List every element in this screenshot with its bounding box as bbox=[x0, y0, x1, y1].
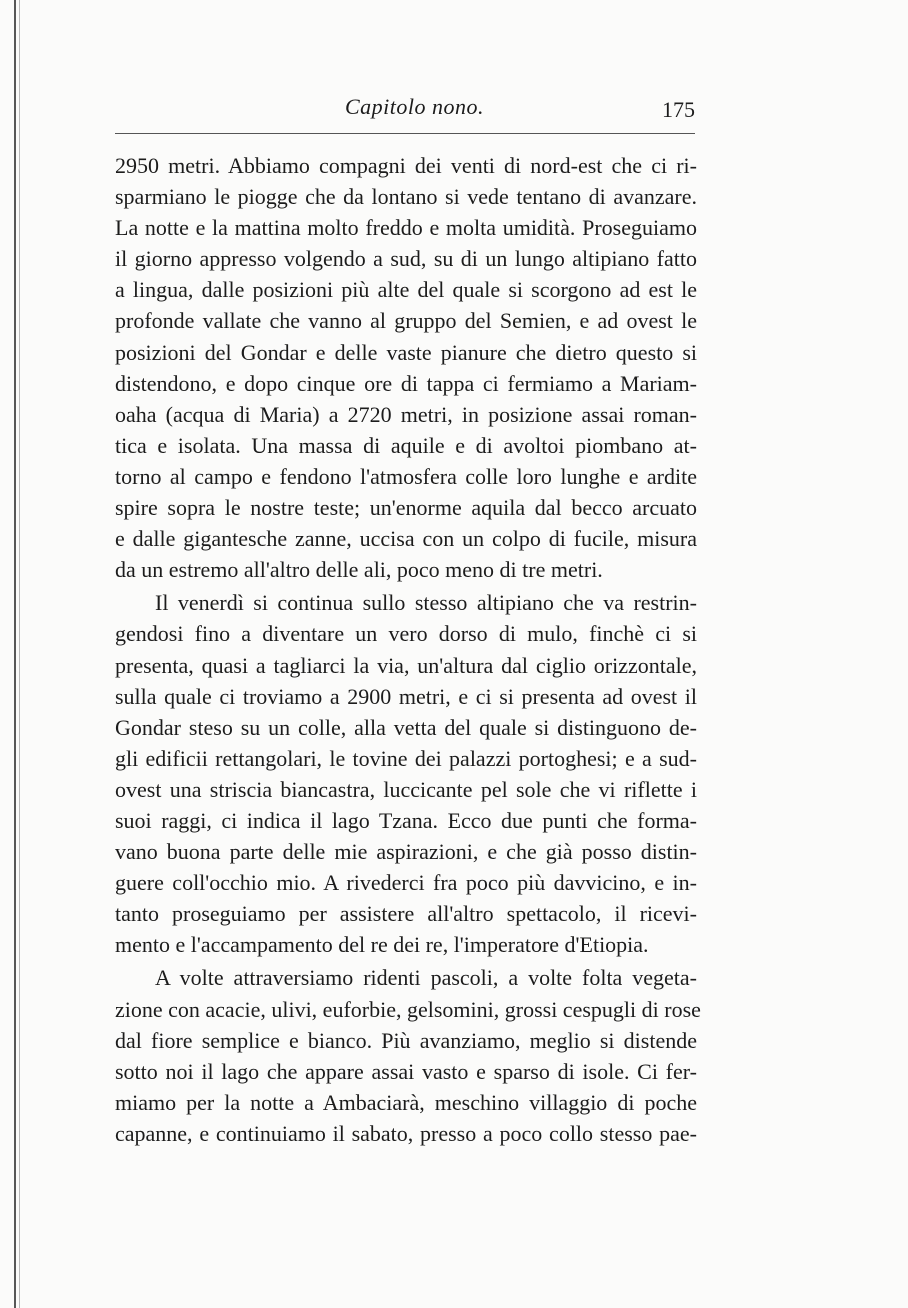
text-line: profonde vallate che vanno al gruppo del Semien, e ad ovest le bbox=[115, 308, 697, 334]
running-title: Capitolo nono. bbox=[345, 94, 485, 119]
text-line: guere coll'occhio mio. A rivederci fra poco più davvicino, e in- bbox=[115, 870, 697, 896]
text-line: torno al campo e fendono l'atmosfera colle loro lunghe e ardite bbox=[115, 463, 697, 489]
text-line: distendono, e dopo cinque ore di tappa ci fermiamo a Mariam- bbox=[115, 370, 697, 396]
text-line: sparmiano le piogge che da lontano si vede tentano di avanzare. bbox=[115, 184, 697, 210]
text-line: mento e l'accampamento del re dei re, l'imperatore d'Etiopia. bbox=[115, 932, 649, 958]
page-binding-shadow bbox=[19, 0, 20, 1308]
text-line: miamo per la notte a Ambaciarà, meschino villaggio di poche bbox=[115, 1089, 697, 1115]
page-header bbox=[115, 94, 695, 130]
text-line: tanto proseguiamo per assistere all'altro spettacolo, il ricevi- bbox=[115, 901, 697, 927]
text-line: presenta, quasi a tagliarci la via, un'altura dal ciglio orizzontale, bbox=[115, 652, 697, 678]
text-line: tica e isolata. Una massa di aquile e di avoltoi piombano at- bbox=[115, 432, 697, 458]
text-line: Il venerdì si continua sullo stesso altipiano che va restrin- bbox=[155, 590, 697, 616]
text-line: il giorno appresso volgendo a sud, su di un lungo altipiano fatto bbox=[115, 246, 697, 272]
text-line: A volte attraversiamo ridenti pascoli, a volte folta vegeta- bbox=[155, 965, 697, 991]
text-line: spire sopra le nostre teste; un'enorme aquila dal becco arcuato bbox=[115, 495, 697, 521]
text-line: e dalle gigantesche zanne, uccisa con un colpo di fucile, misura bbox=[115, 526, 697, 552]
text-line: vano buona parte delle mie aspirazioni, e che già posso distin- bbox=[115, 839, 697, 865]
text-line: dal fiore semplice e bianco. Più avanziamo, meglio si distende bbox=[115, 1027, 697, 1053]
page-binding-edge bbox=[14, 0, 16, 1308]
text-line: 2950 metri. Abbiamo compagni dei venti di nord-est che ci ri- bbox=[115, 153, 697, 178]
text-line: zione con acacie, ulivi, euforbie, gelsomini, grossi cespugli di rose bbox=[115, 996, 701, 1022]
text-line: posizioni del Gondar e delle vaste pianure che dietro questo si bbox=[115, 339, 697, 365]
header-rule bbox=[115, 133, 695, 134]
text-line: Gondar steso su un colle, alla vetta del quale si distinguono de- bbox=[115, 714, 697, 740]
body-text bbox=[115, 150, 701, 1149]
text-line: a lingua, dalle posizioni più alte del quale si scorgono ad est le bbox=[115, 277, 697, 303]
page-number: 175 bbox=[662, 97, 695, 122]
text-line: da un estremo all'altro delle ali, poco meno di tre metri. bbox=[115, 557, 603, 583]
text-line: sotto noi il lago che appare assai vasto e sparso di isole. Ci fer- bbox=[115, 1058, 697, 1084]
text-line: suoi raggi, ci indica il lago Tzana. Ecco due punti che forma- bbox=[115, 807, 697, 833]
text-line: oaha (acqua di Maria) a 2720 metri, in posizione assai roman- bbox=[115, 401, 697, 427]
text-line: sulla quale ci troviamo a 2900 metri, e ci si presenta ad ovest il bbox=[115, 683, 697, 709]
text-line: gendosi fino a diventare un vero dorso di mulo, finchè ci si bbox=[115, 621, 697, 647]
text-line: capanne, e continuiamo il sabato, presso a poco collo stesso pae- bbox=[115, 1120, 697, 1146]
text-line: ovest una striscia biancastra, luccicante pel sole che vi riflette i bbox=[115, 776, 697, 802]
text-line: gli edificii rettangolari, le tovine dei palazzi portoghesi; e a sud- bbox=[115, 745, 697, 771]
text-line: La notte e la mattina molto freddo e molta umidità. Proseguiamo bbox=[115, 215, 697, 241]
